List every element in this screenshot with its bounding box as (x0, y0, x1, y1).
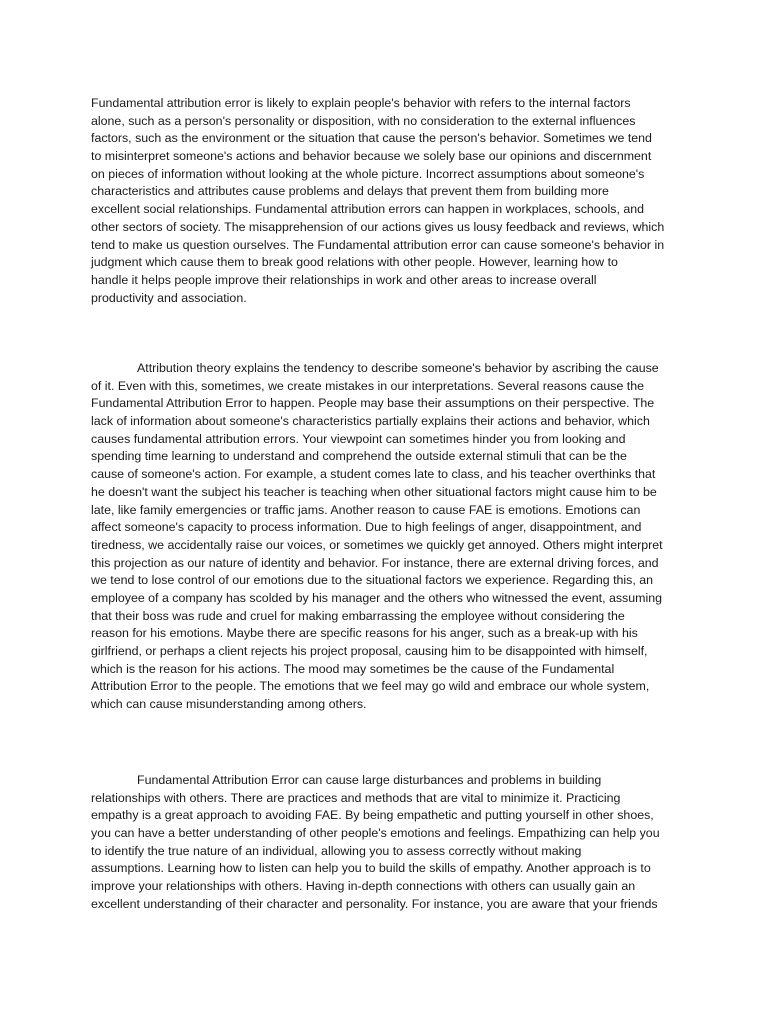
text-line: excellent social relationships. Fundamental attribution errors can happen in workplaces, schools, and (91, 202, 645, 217)
text-line: we tend to lose control of our emotions due to the situational factors we experience. Regarding this, an (91, 573, 654, 588)
text-line: alone, such as a person's personality or disposition, with no consideration to the external influences (91, 113, 636, 128)
text-line: tend to make us question ourselves. The Fundamental attribution error can cause someone's behavior in (91, 237, 665, 252)
text-line: which can cause misunderstanding among others. (91, 697, 367, 712)
paragraph-1 (91, 95, 691, 307)
text-line: empathy is a great approach to avoiding FAE. By being empathetic and putting yourself in other shoes, (91, 808, 654, 823)
text-line: he doesn't want the subject his teacher is teaching when other situational factors might cause him to be (91, 484, 657, 499)
text-line: excellent understanding of their character and personality. For instance, you are aware that your friends (91, 896, 658, 911)
text-line: affect someone's capacity to process information. Due to high feelings of anger, disappointment, and (91, 520, 642, 535)
text-line: Fundamental Attribution Error can cause large disturbances and problems in building (137, 773, 602, 787)
text-line: late, like family emergencies or traffic jams. Another reason to cause FAE is emotions. Emotions can (91, 502, 641, 517)
text-line: reason for his emotions. Maybe there are specific reasons for his anger, such as a break-up with his (91, 626, 638, 641)
text-line: causes fundamental attribution errors. Your viewpoint can sometimes hinder you from looking and (91, 431, 626, 446)
text-line: handle it helps people improve their relationships in work and other areas to increase overall (91, 272, 597, 287)
text-line: relationships with others. There are practices and methods that are vital to minimize it. Practicing (91, 790, 621, 805)
text-line: characteristics and attributes cause problems and delays that prevent them from building more (91, 184, 609, 199)
text-line: tiredness, we accidentally raise our voices, or sometimes we quickly get annoyed. Others might interpret (91, 537, 663, 552)
text-line: you can have a better understanding of other people's emotions and feelings. Empathizing can help you (91, 826, 660, 841)
text-line: lack of information about someone's characteristics partially explains their actions and behavior, which (91, 414, 650, 429)
text-line: other sectors of society. The misapprehension of our actions gives us lousy feedback and reviews, which (91, 219, 665, 234)
text-line: which is the reason for his actions. The mood may sometimes be the cause of the Fundamental (91, 661, 615, 676)
text-line: this projection as our nature of identity and behavior. For instance, there are external driving forces, and (91, 555, 659, 570)
text-line: on pieces of information without looking at the whole picture. Incorrect assumptions about someone's (91, 166, 645, 181)
paragraph-2 (91, 360, 691, 714)
text-line: spending time learning to understand and comprehend the outside external stimuli that can be the (91, 449, 627, 464)
text-line: assumptions. Learning how to listen can help you to build the skills of empathy. Another approach is to (91, 861, 651, 876)
text-line: Attribution theory explains the tendency to describe someone's behavior by ascribing the cause (137, 361, 659, 375)
text-line: employee of a company has scolded by his manager and the others who witnessed the event, assuming (91, 590, 662, 605)
text-line: to misinterpret someone's actions and behavior because we solely base our opinions and discernment (91, 149, 652, 164)
text-line: of it. Even with this, sometimes, we create mistakes in our interpretations. Several reasons cause the (91, 378, 645, 393)
text-line: Fundamental Attribution Error to happen. People may base their assumptions on their perspective. The (91, 396, 655, 411)
text-line: that their boss was rude and cruel for making embarrassing the employee without considering the (91, 608, 625, 623)
text-line: factors, such as the environment or the situation that cause the person's behavior. Sometimes we tend (91, 131, 652, 146)
text-line: productivity and association. (91, 290, 247, 305)
text-line: girlfriend, or perhaps a client rejects his project proposal, causing him to be disappointed with himself, (91, 644, 648, 658)
paragraph-3 (91, 772, 691, 914)
text-line: improve your relationships with others. Having in-depth connections with others can usually gain an (91, 879, 636, 894)
text-line: Attribution Error to the people. The emotions that we feel may go wild and embrace our whole system, (91, 679, 650, 694)
text-line: judgment which cause them to break good relations with other people. However, learning how to (91, 255, 618, 270)
text-line: to identify the true nature of an individual, allowing you to assess correctly without making (91, 843, 582, 858)
text-line: cause of someone's action. For example, a student comes late to class, and his teacher overthinks that (91, 467, 656, 482)
text-line: Fundamental attribution error is likely to explain people's behavior with refers to the internal factors (91, 96, 631, 110)
